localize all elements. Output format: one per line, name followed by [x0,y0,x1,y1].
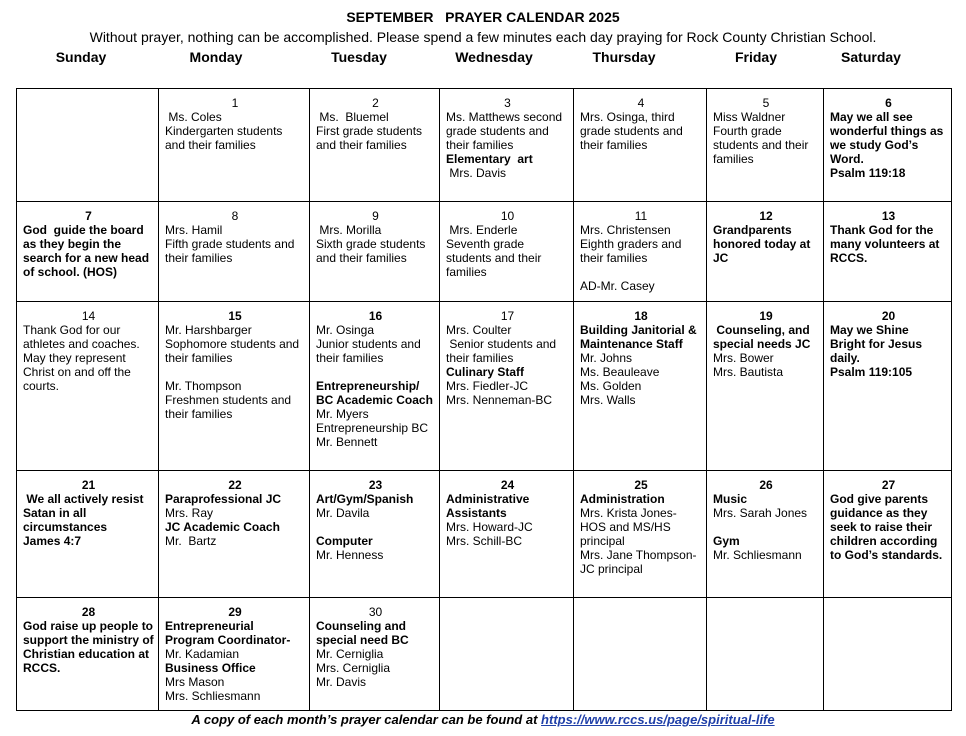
page-title: SEPTEMBER PRAYER CALENDAR 2025 [346,9,620,25]
calendar-day-cell [440,302,574,471]
prayer-line: Art/Gym/Spanish [316,492,414,506]
prayer-line: Entrepreneurial Program Coordinator- [165,619,291,647]
prayer-line: God give parents guidance as they seek to raise their children according to God’s standards. [830,492,943,562]
prayer-line: Grandparents honored today at JC [713,223,814,265]
prayer-line: Kindergarten students and their families [165,124,286,152]
footer [0,712,966,727]
prayer-line: Mrs. Fiedler-JC [446,379,529,393]
prayer-line: Sophomore students and their families [165,337,303,365]
prayer-line: Administration [580,492,665,506]
day-number: 11 [634,209,648,223]
prayer-line: God guide the board as they begin the search for a new head of school. (HOS) [23,223,153,279]
calendar-day-cell [159,202,310,302]
prayer-line [316,520,435,534]
calendar-day-cell [707,302,824,471]
prayer-line: Elementary art [446,152,533,166]
spiritual-life-link[interactable]: https://www.rccs.us/page/spiritual-life [541,712,775,727]
prayer-line: Business Office [165,661,256,675]
calendar-day-cell [17,598,159,711]
day-number: 12 [759,209,773,223]
prayer-line: Mrs. Davis [446,166,507,180]
prayer-line: Mr. Myers [316,407,369,421]
prayer-line: Fourth grade students and their families [713,124,812,166]
calendar-day-cell [310,471,440,598]
day-number: 8 [231,209,239,223]
prayer-line: God raise up people to support the ministry of Christian education at RCCS. [23,619,158,675]
calendar-week-row [17,302,952,471]
weekday-header: Thursday [592,49,656,65]
calendar-day-cell [310,598,440,711]
calendar-day-cell [17,89,159,202]
day-number: 17 [500,309,515,323]
prayer-line: Counseling and special need BC [316,619,410,647]
prayer-line: Ms. Golden [580,379,642,393]
day-number: 21 [81,478,96,492]
prayer-line: Mrs. Schill-BC [446,534,523,548]
day-number: 16 [368,309,383,323]
calendar-day-cell [310,302,440,471]
prayer-line: Eighth graders and their families [580,237,685,265]
calendar-week-row [17,471,952,598]
prayer-line: Mrs. Nenneman-BC [446,393,553,407]
calendar-day-cell [824,302,952,471]
prayer-line: Miss Waldner [713,110,786,124]
prayer-line: Mrs. Osinga, third grade students and their families [580,110,687,152]
prayer-line: Mrs. Sarah Jones [713,506,808,520]
calendar-week-row [17,89,952,202]
prayer-line: Sixth grade students and their families [316,237,429,265]
day-number: 20 [881,309,896,323]
day-number: 14 [81,309,96,323]
weekday-header: Wednesday [455,49,533,65]
calendar-day-cell [824,471,952,598]
prayer-line: Freshmen students and their families [165,393,295,421]
prayer-line: Administrative Assistants [446,492,533,520]
day-number: 4 [637,96,645,110]
page-subtitle: Without prayer, nothing can be accomplished. Please spend a few minutes each day praying for Rock County Christian School. [89,29,877,45]
calendar-day-cell [159,89,310,202]
day-number: 7 [85,209,92,223]
prayer-line: Mrs. Enderle [446,223,518,237]
day-number: 5 [762,96,770,110]
prayer-line [580,265,702,279]
calendar-day-cell [574,89,707,202]
prayer-line: Mr. Kadamian [165,647,240,661]
prayer-line: Psalm 119:105 [830,365,913,379]
day-number: 6 [885,96,892,110]
day-number: 26 [759,478,773,492]
prayer-line: Paraprofessional JC [165,492,282,506]
day-number: 18 [634,309,648,323]
prayer-line: JC Academic Coach [165,520,280,534]
prayer-line: Entrepreneurship/ BC Academic Coach [316,379,433,407]
prayer-line: Mr. Cerniglia [316,647,384,661]
calendar-day-cell [440,598,574,711]
footer-text: A copy of each month’s prayer calendar can be found at [191,712,542,727]
calendar-day-cell [17,202,159,302]
calendar-day-cell [574,471,707,598]
prayer-line: Thank God for the many volunteers at RCCS. [830,223,943,265]
day-number: 30 [368,605,383,619]
weekday-header: Tuesday [331,49,387,65]
prayer-line: Mrs. Schliesmann [165,689,261,703]
prayer-line: Mr. Bartz [165,534,217,548]
day-number: 13 [881,209,896,223]
weekday-header: Monday [189,49,243,65]
day-number: 25 [634,478,648,492]
calendar-day-cell [159,598,310,711]
day-number: 24 [500,478,515,492]
calendar-week-row [17,598,952,711]
prayer-line: We all actively resist Satan in all circumstances [23,492,147,534]
day-number: 29 [228,605,242,619]
prayer-line: May we all see wonderful things as we study God’s Word. [830,110,947,166]
prayer-line: Mr. Davis [316,675,367,689]
prayer-line: Psalm 119:18 [830,166,906,180]
calendar-day-cell [574,302,707,471]
calendar-day-cell [310,89,440,202]
prayer-line: May we Shine Bright for Jesus daily. [830,323,926,365]
prayer-line: First grade students and their families [316,124,426,152]
prayer-line: Culinary Staff [446,365,525,379]
day-number: 2 [372,96,379,110]
calendar-day-cell [824,202,952,302]
calendar-day-cell [574,598,707,711]
prayer-line: Seventh grade students and their families [446,237,545,279]
prayer-line [316,365,435,379]
prayer-line: Mr. Bennett [316,435,378,449]
day-number: 19 [759,309,773,323]
calendar-day-cell [159,471,310,598]
prayer-line: Ms. Beauleave [580,365,660,379]
day-number: 10 [500,209,515,223]
day-number: 22 [228,478,242,492]
prayer-line: Mr. Henness [316,548,384,562]
prayer-line: Mrs. Hamil [165,223,223,237]
calendar-day-cell [440,89,574,202]
prayer-line: Mrs. Jane Thompson-JC principal [580,548,697,576]
prayer-line: Ms. Matthews second grade students and their families [446,110,566,152]
day-number: 15 [228,309,242,323]
prayer-line [165,365,305,379]
prayer-line: Counseling, and special needs JC [713,323,814,351]
day-number: 27 [881,478,896,492]
prayer-line: Senior students and their families [446,337,560,365]
prayer-line: Mr. Davila [316,506,370,520]
prayer-line: Mrs. Ray [165,506,213,520]
prayer-line: Mrs. Bautista [713,365,784,379]
prayer-line: Fifth grade students and their families [165,237,298,265]
calendar-day-cell [824,598,952,711]
calendar-day-cell [159,302,310,471]
prayer-line: Ms. Bluemel [316,110,389,124]
calendar-day-cell [17,302,159,471]
calendar-day-cell [574,202,707,302]
day-number: 23 [368,478,383,492]
day-number: 28 [81,605,96,619]
prayer-line: James 4:7 [23,534,82,548]
calendar-day-cell [440,202,574,302]
day-number: 1 [231,96,239,110]
prayer-line: Mr. Johns [580,351,633,365]
calendar-day-cell [440,471,574,598]
prayer-line: Mrs. Howard-JC [446,520,533,534]
prayer-line: Building Janitorial & Maintenance Staff [580,323,701,351]
prayer-line: Ms. Coles [165,110,222,124]
prayer-line: Mr. Osinga [316,323,375,337]
calendar-day-cell [17,471,159,598]
prayer-line: Junior students and their families [316,337,425,365]
weekday-header: Friday [734,49,777,65]
prayer-line: Mrs. Walls [580,393,636,407]
prayer-line: Mrs Mason [165,675,225,689]
prayer-line: Computer [316,534,373,548]
calendar-day-cell [707,202,824,302]
calendar-week-row [17,202,952,302]
prayer-line: Mrs. Christensen [580,223,671,237]
prayer-line: Music [713,492,748,506]
calendar-day-cell [707,598,824,711]
prayer-line: AD-Mr. Casey [580,279,655,293]
prayer-line: Mrs. Bower [713,351,774,365]
calendar-day-cell [707,471,824,598]
calendar-grid [16,88,952,711]
prayer-line: Mrs. Cerniglia [316,661,391,675]
prayer-line: Mr. Harshbarger [165,323,252,337]
calendar-day-cell [824,89,952,202]
prayer-line: Entrepreneurship BC [316,421,429,435]
day-number: 9 [372,209,379,223]
calendar-day-cell [707,89,824,202]
prayer-line: Mrs. Coulter [446,323,512,337]
prayer-line: Mrs. Morilla [316,223,382,237]
prayer-line: Mrs. Krista Jones-HOS and MS/HS principal [580,506,677,548]
day-number: 3 [504,96,511,110]
prayer-line: Thank God for our athletes and coaches. May they represent Christ on and off the courts. [23,323,144,393]
prayer-line: Mr. Thompson [165,379,242,393]
weekday-header: Sunday [55,49,107,65]
prayer-line: Gym [713,534,740,548]
weekday-header: Saturday [841,49,901,65]
prayer-line: Mr. Schliesmann [713,548,802,562]
prayer-line [713,520,819,534]
calendar-day-cell [310,202,440,302]
